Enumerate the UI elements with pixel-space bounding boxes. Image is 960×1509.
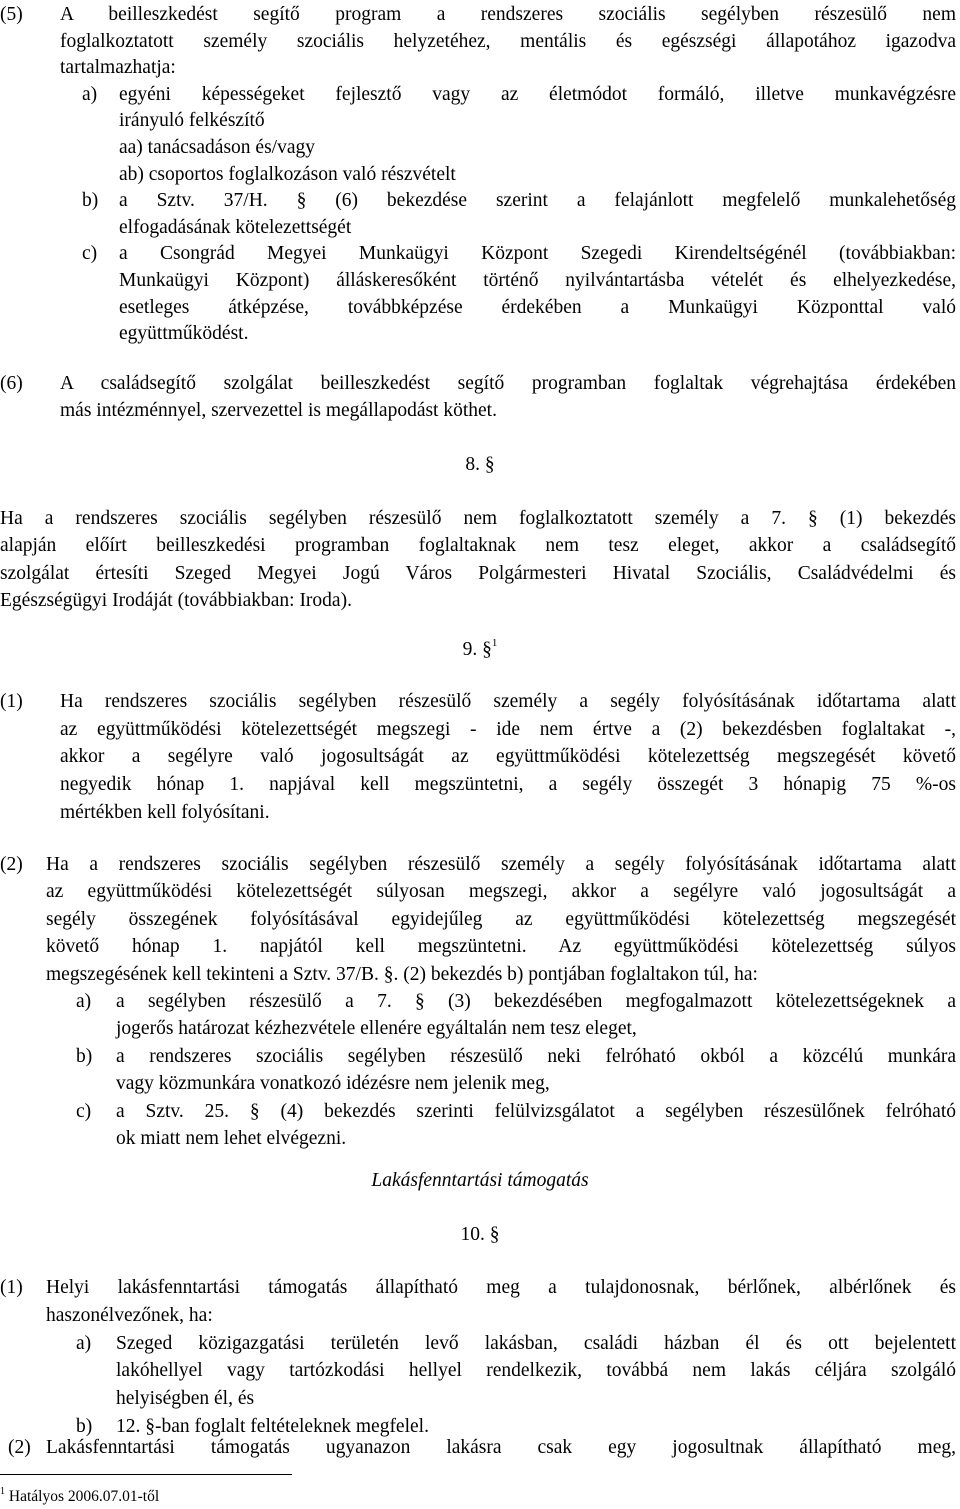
item-marker: b) <box>76 1416 93 1437</box>
text-line: a Csongrád Megyei Munkaügyi Központ Szegedi Kirendeltségénél (továbbiakban: <box>119 243 956 264</box>
text-line: aa) tanácsadáson és/vagy <box>119 137 315 158</box>
item-marker: (1) <box>0 691 23 712</box>
text-line: Ha a rendszeres szociális segélyben részesülő nem foglalkoztatott személy a 7. § (1) bekezdés <box>0 508 956 529</box>
text-line: akkor a segélyre való jogosultságát az együttműködési kötelezettség megszegését követő <box>60 746 956 767</box>
text-line: együttműködést. <box>119 323 249 344</box>
text-line: Ha a rendszeres szociális segélyben részesülő személy a segély folyósításának időtartama alatt <box>46 854 956 875</box>
section-heading <box>0 453 960 477</box>
text-line: foglalkoztatott személy szociális helyzetéhez, mentális és egészségi állapotához igazodva <box>60 31 956 52</box>
text-line: haszonélvezőnek, ha: <box>46 1305 213 1326</box>
item-marker: b) <box>76 1046 93 1067</box>
item-marker: (6) <box>0 373 23 394</box>
text-line: alapján előírt beilleszkedési programban foglaltaknak nem tesz eleget, akkor a családsegítő <box>0 535 956 556</box>
text-line: Helyi lakásfenntartási támogatás állapítható meg a tulajdonosnak, bérlőnek, albérlőnek és <box>46 1277 956 1298</box>
text-line: A beilleszkedést segítő program a rendszeres szociális segélyben részesülő nem <box>60 4 956 25</box>
item-marker: c) <box>76 1101 92 1122</box>
text-line: jogerős határozat kézhezvétele ellenére egyáltalán nem tesz eleget, <box>116 1018 637 1039</box>
footnote-mark: 1 <box>0 1486 5 1497</box>
heading-text: 8. § <box>465 454 495 475</box>
text-line: irányuló felkészítő <box>119 110 265 131</box>
footnote-text: Hatályos 2006.07.01-től <box>8 1488 160 1505</box>
text-line: A családsegítő szolgálat beilleszkedést segítő programban foglaltak végrehajtása érdekében <box>60 373 956 394</box>
text-line: egyéni képességeket fejlesztő vagy az életmódot formáló, illetve munkavégzésre <box>119 84 956 105</box>
item-marker: (5) <box>0 4 23 25</box>
item-marker: (1) <box>0 1277 23 1298</box>
item-marker: b) <box>82 190 99 211</box>
text-line: Munkaügyi Központ) álláskeresőként történő nyilvántartásba vételét és elhelyezkedése, <box>119 270 956 291</box>
section-heading <box>0 1223 960 1247</box>
text-line: Szeged közigazgatási területén levő lakásban, családi házban él és ott bejelentett <box>116 1333 956 1354</box>
text-line: Egészségügyi Irodáját (továbbiakban: Iroda). <box>0 590 352 611</box>
text-line: Lakásfenntartási támogatás ugyanazon lakásra csak egy jogosultnak állapítható meg, <box>46 1437 956 1458</box>
item-marker: c) <box>82 243 98 264</box>
item-marker: a) <box>82 84 98 105</box>
text-line: lakóhellyel vagy tartózkodási hellyel rendelkezik, továbbá nem lakás céljára szolgáló <box>116 1360 956 1381</box>
heading-text: Lakásfenntartási támogatás <box>371 1170 589 1191</box>
text-line: Ha rendszeres szociális segélyben részesülő személy a segély folyósításának időtartama alatt <box>60 691 956 712</box>
text-line: segély összegének folyósításával egyidejűleg az együttműködési kötelezettség megszegését <box>46 909 956 930</box>
item-marker: (2) <box>0 854 23 875</box>
text-line: ok miatt nem lehet elvégezni. <box>116 1128 347 1149</box>
text-line: más intézménnyel, szervezettel is megállapodást köthet. <box>60 400 497 421</box>
section-heading <box>0 638 960 662</box>
text-line: vagy közmunkára vonatkozó idézésre nem jelenik meg, <box>116 1073 550 1094</box>
footnote <box>0 1487 159 1507</box>
text-line: esetleges átképzése, továbbképzése érdekében a Munkaügyi Központtal való <box>119 297 956 318</box>
text-line: negyedik hónap 1. napjával kell megszüntetni, a segély összegét 3 hónapig 75 %-os <box>60 774 956 795</box>
text-line: tartalmazhatja: <box>60 57 176 78</box>
item-marker: a) <box>76 991 92 1012</box>
text-line: a rendszeres szociális segélyben részesülő neki felróható okból a közcélú munkára <box>116 1046 956 1067</box>
text-line: követő hónap 1. napjától kell megszüntetni. Az együttműködési kötelezettség súlyos <box>46 936 956 957</box>
text-line: a Sztv. 25. § (4) bekezdés szerinti felülvizsgálatot a segélyben részesülőnek felróható <box>116 1101 956 1122</box>
text-line: az együttműködési kötelezettségét súlyosan megszegi, akkor a segélyre való jogosultságát a <box>46 881 956 902</box>
heading-text: 9. § <box>462 639 492 660</box>
text-line: elfogadásának kötelezettségét <box>119 217 352 238</box>
footnote-ref: 1 <box>491 637 498 649</box>
text-line: a segélyben részesülő a 7. § (3) bekezdésében megfogalmazott kötelezettségeknek a <box>116 991 956 1012</box>
item-marker: (2) <box>8 1437 31 1458</box>
text-line: szolgálat értesíti Szeged Megyei Jogú Város Polgármesteri Hivatal Szociális, Családvédelmi és <box>0 563 956 584</box>
heading-text: 10. § <box>460 1224 500 1245</box>
footnote-separator <box>0 1474 292 1475</box>
text-line: a Sztv. 37/H. § (6) bekezdése szerint a felajánlott megfelelő munkalehetőség <box>119 190 956 211</box>
text-line: 12. §-ban foglalt feltételeknek megfelel. <box>116 1416 429 1437</box>
text-line: mértékben kell folyósítani. <box>60 802 270 823</box>
text-line: ab) csoportos foglalkozáson való részvételt <box>119 164 456 185</box>
text-line: helyiségben él, és <box>116 1388 255 1409</box>
section-title <box>0 1169 960 1193</box>
text-line: megszegésének kell tekinteni a Sztv. 37/B. §. (2) bekezdés b) pontjában foglaltakon túl, ha: <box>46 964 758 985</box>
text-line: az együttműködési kötelezettségét megszegi - ide nem értve a (2) bekezdésben foglaltakat -, <box>60 719 956 740</box>
item-marker: a) <box>76 1333 92 1354</box>
